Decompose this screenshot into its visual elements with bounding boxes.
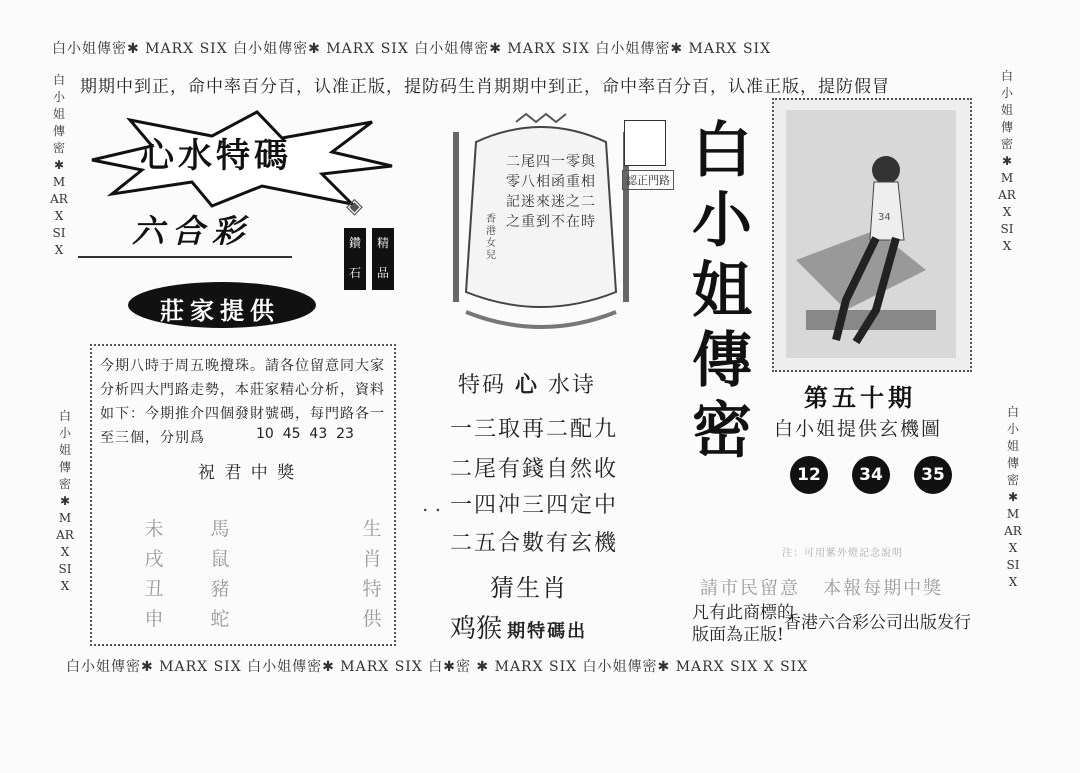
issue-period: 第五十期 [804,383,916,412]
poem-dots: . . [422,492,442,516]
photo-image [786,110,956,358]
poem-title-a: 特码 [458,373,507,398]
lucky-numbers: 10 45 43 23 [256,426,354,442]
diamond-icon: ◈ [346,194,363,219]
zodiac-column-1: 未戌丑申 [144,518,164,630]
publisher-line: 香港六合彩公司出版发行 [784,613,971,633]
scroll-text: 二尾四一零與零八相函重相記迷來迷之二之重到不在時 [506,154,596,230]
left-border-text-2: 白小姐傳密✱MARX SIX [56,409,74,593]
issue-subtitle: 白小姐提供玄機圖 [774,418,943,440]
stamp-text: 認正門路 [622,170,674,190]
stamp-box [624,120,666,166]
answer-line [450,608,587,645]
guess-label: 猜生肖 [490,574,568,602]
lottery-subtitle: 六合彩 [132,212,253,250]
number-ball-1: 12 [790,456,828,494]
vertical-title: 白小姐傳密 [692,116,752,466]
scroll-caption: 香港女兒 [486,214,496,261]
divider-line [78,256,292,258]
answer-zodiac: 鸡猴 [450,614,503,644]
number-ball-2: 34 [852,456,890,494]
poem-title [458,368,596,399]
right-border-text-2: 白小姐傳密✱MARX SIX [1004,405,1022,589]
tag-premium: 精品 [372,228,394,290]
slogan-line: 期期中到正，命中率百分百，认准正版，提防码生肖期期中到正，命中率百分百，认准正版，提防假冒 [80,77,890,97]
trademark-line-2: 版面為正版! [692,625,784,645]
left-border-text: 白小姐傳密✱MARX SIX [50,73,68,257]
faded-notice: 請市民留意 本報每期中獎 [700,578,944,599]
poem-line-2: 二尾有錢自然收 [450,457,619,482]
poem-title-b: 水诗 [548,373,597,398]
wish-text: 祝 君 中 獎 [198,463,297,483]
star-badge-text: 心水特碼 [140,136,292,176]
tag-diamond: 鑽石 [344,228,366,290]
svg-text:34: 34 [878,212,891,223]
notice-text: 今期八時于周五晚攪珠。請各位留意同大家分析四大門路走勢，本莊家精心分析，資料如下：今期推介四個發財號碼，每門路各一至三個，分別爲 [100,358,385,446]
answer-suffix: 期特碼出 [507,621,588,642]
top-border-text: 白小姐傳密✱ MARX SIX 白小姐傳密✱ MARX SIX 白小姐傳密✱ MARX SIX 白小姐傳密✱ MARX SIX [52,41,772,57]
zodiac-column-2: 馬鼠豬蛇 [210,518,230,630]
poem-title-mark: 心 [515,372,540,398]
right-border-text: 白小姐傳密✱MARX SIX [998,69,1016,253]
poem-line-4: 二五合數有玄機 [450,531,619,556]
uv-note: 注：可用紫外燈記念說明 [782,548,903,559]
poem-line-3: 一四冲三四定中 [450,493,619,518]
trademark-line-1: 凡有此商標的 [692,603,794,623]
number-ball-3: 35 [914,456,952,494]
provider-text: 莊家提供 [160,296,280,325]
zodiac-column-3: 生肖特供 [362,518,382,630]
bottom-border-text: 白小姐傳密✱ MARX SIX 白小姐傳密✱ MARX SIX 白✱密 ✱ MARX SIX 白小姐傳密✱ MARX SIX X SIX [66,659,809,675]
poem-line-1: 一三取再二配九 [450,417,619,442]
